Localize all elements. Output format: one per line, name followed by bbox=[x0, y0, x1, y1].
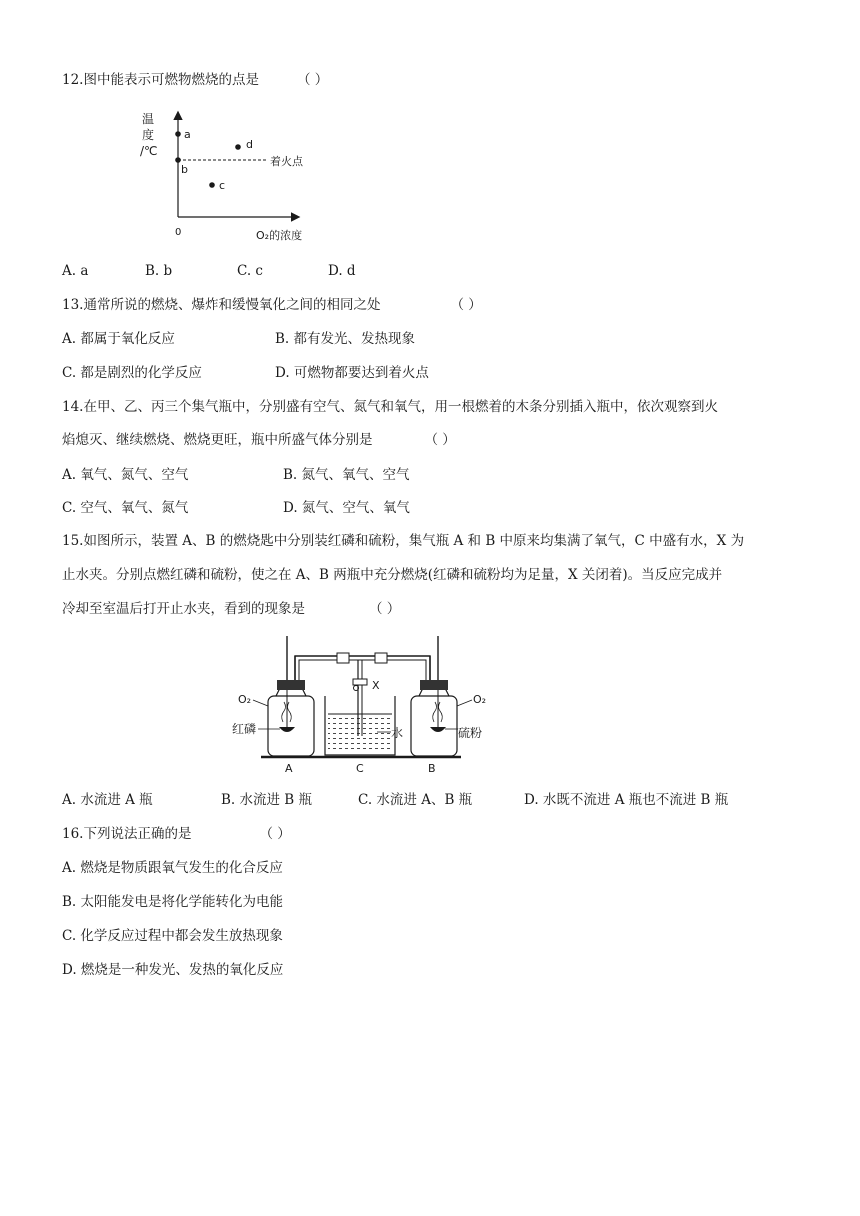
q15-option-d[interactable]: D. 水既不流进 A 瓶也不流进 B 瓶 bbox=[524, 792, 729, 808]
point-a bbox=[175, 131, 181, 137]
bottle-b bbox=[411, 636, 457, 756]
flame-b bbox=[433, 702, 437, 722]
q14-stem-line-1: 14.在甲、乙、丙三个集气瓶中，分别盛有空气、氮气和氧气，用一根燃着的木条分别插入瓶中，依次观察到火 bbox=[62, 399, 718, 415]
q15-answer-blank: （ ） bbox=[369, 601, 401, 617]
q12-temperature-oxygen-graph bbox=[140, 105, 320, 245]
point-d bbox=[235, 144, 241, 150]
q15-option-c[interactable]: C. 水流进 A、B 瓶 bbox=[358, 792, 473, 808]
clamp-label: X bbox=[372, 679, 380, 692]
q13-option-c[interactable]: C. 都是剧烈的化学反应 bbox=[62, 365, 202, 381]
water-label: 水 bbox=[391, 726, 404, 740]
q14-option-a[interactable]: A. 氧气、氮气、空气 bbox=[62, 467, 189, 483]
q12-option-c[interactable]: C. c bbox=[237, 263, 263, 279]
q16-answer-blank: （ ） bbox=[259, 826, 291, 842]
q16-option-a[interactable]: A. 燃烧是物质跟氧气发生的化合反应 bbox=[62, 860, 283, 876]
q13-option-a[interactable]: A. 都属于氧化反应 bbox=[62, 331, 175, 347]
q16-option-c[interactable]: C. 化学反应过程中都会发生放热现象 bbox=[62, 928, 283, 944]
q16-stem: 16.下列说法正确的是 （ ） bbox=[62, 826, 291, 842]
q13-option-b[interactable]: B. 都有发光、发热现象 bbox=[275, 331, 416, 347]
q14-option-d[interactable]: D. 氮气、空气、氧气 bbox=[283, 500, 410, 516]
bottle-a-label: A bbox=[285, 762, 293, 775]
point-c-label: c bbox=[219, 179, 226, 192]
point-d-label: d bbox=[246, 138, 253, 151]
point-b-label: b bbox=[181, 163, 188, 176]
beaker-c bbox=[325, 696, 395, 755]
q15-stem-line-3: 冷却至室温后打开止水夹，看到的现象是 （ ） bbox=[62, 601, 401, 617]
y-axis-label-1: 温 bbox=[142, 112, 155, 126]
water-clamp-x bbox=[353, 679, 367, 685]
q13-answer-blank: （ ） bbox=[450, 297, 482, 313]
combustion-spoon-b bbox=[430, 727, 446, 732]
flame-a bbox=[282, 702, 286, 722]
q15-stem-line-1: 15.如图所示，装置 A、B 的燃烧匙中分别装红磷和硫粉，集气瓶 A 和 B 中原来均集满了氧气，C 中盛有水，X 为 bbox=[62, 533, 745, 549]
oxygen-label-b: O₂ bbox=[473, 693, 487, 706]
q14-answer-blank: （ ） bbox=[424, 432, 456, 448]
q15-option-a[interactable]: A. 水流进 A 瓶 bbox=[62, 792, 153, 808]
point-a-label: a bbox=[184, 128, 191, 141]
q12-option-d[interactable]: D. d bbox=[328, 263, 356, 279]
q12-stem: 12.图中能表示可燃物燃烧的点是 （ ） bbox=[62, 72, 329, 88]
q14-option-c[interactable]: C. 空气、氧气、氮气 bbox=[62, 500, 189, 516]
oxygen-label-a: O₂ bbox=[238, 693, 252, 706]
bottle-a bbox=[268, 636, 314, 756]
point-c bbox=[209, 182, 215, 188]
origin-label: 0 bbox=[175, 227, 182, 238]
q12-option-a[interactable]: A. a bbox=[62, 263, 89, 279]
q15-option-b[interactable]: B. 水流进 B 瓶 bbox=[221, 792, 313, 808]
y-axis-label-2: 度 bbox=[142, 128, 155, 142]
water bbox=[328, 715, 392, 753]
q12-option-b[interactable]: B. b bbox=[145, 263, 173, 279]
red-phosphorus-label: 红磷 bbox=[232, 722, 257, 736]
q16-option-d[interactable]: D. 燃烧是一种发光、发热的氧化反应 bbox=[62, 962, 284, 978]
x-axis-label: O₂的浓度 bbox=[256, 229, 303, 242]
q15-stem-line-2: 止水夹。分别点燃红磷和硫粉，使之在 A、B 两瓶中充分燃烧(红磷和硫粉均为足量，X 关闭着)。当反应完成并 bbox=[62, 567, 723, 583]
q14-option-b[interactable]: B. 氮气、氧气、空气 bbox=[283, 467, 410, 483]
ignition-point-label: 着火点 bbox=[270, 155, 303, 168]
y-axis-unit: /℃ bbox=[140, 144, 158, 158]
q16-option-b[interactable]: B. 太阳能发电是将化学能转化为电能 bbox=[62, 894, 284, 910]
q13-option-d[interactable]: D. 可燃物都要达到着火点 bbox=[275, 365, 429, 381]
beaker-c-label: C bbox=[356, 762, 364, 775]
point-b bbox=[175, 157, 181, 163]
bottle-b-label: B bbox=[428, 762, 436, 775]
sulfur-powder-label: 硫粉 bbox=[458, 726, 483, 740]
combustion-spoon-a bbox=[279, 727, 295, 732]
q12-answer-blank: （ ） bbox=[296, 72, 329, 88]
q15-apparatus-diagram bbox=[225, 636, 500, 778]
q14-stem-line-2: 焰熄灭、继续燃烧、燃烧更旺，瓶中所盛气体分别是 （ ） bbox=[62, 432, 456, 448]
q13-stem: 13.通常所说的燃烧、爆炸和缓慢氧化之间的相同之处 （ ） bbox=[62, 297, 482, 313]
